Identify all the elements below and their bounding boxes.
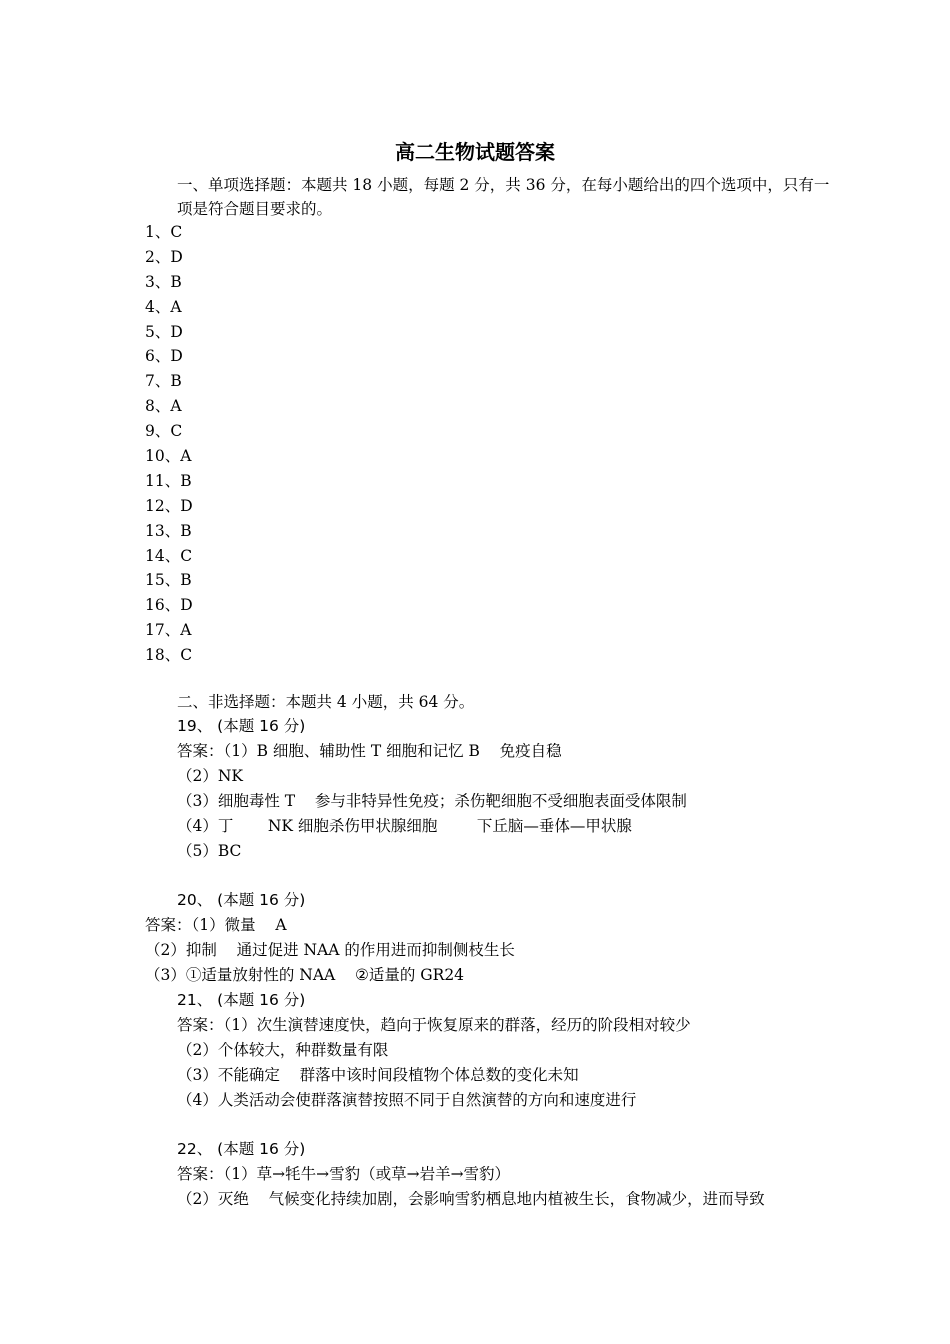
page-title: 高二生物试题答案 xyxy=(395,140,555,164)
list-item: 7、B xyxy=(145,372,182,391)
q21-line: 答案：（1）次生演替速度快，趋向于恢复原来的群落，经历的阶段相对较少 xyxy=(177,1016,691,1034)
q19-line: （3）细胞毒性 T 参与非特异性免疫；杀伤靶细胞不受细胞表面受体限制 xyxy=(177,792,687,810)
q21-line: （2）个体较大，种群数量有限 xyxy=(177,1041,389,1059)
answer-list xyxy=(145,220,193,668)
q22-line: 答案：（1）草→牦牛→雪豹（或草→岩羊→雪豹） xyxy=(177,1165,511,1183)
q19-line: （2）NK xyxy=(177,767,244,785)
section1-heading: 一、单项选择题：本题共 18 小题，每题 2 分，共 36 分，在每小题给出的四个选项中，只有一项是符合题目要求的。 xyxy=(177,176,830,218)
q19-label: 19、 (本题 16 分) xyxy=(177,717,306,735)
list-item: 3、B xyxy=(145,272,182,291)
q21-line: （3）不能确定 群落中该时间段植物个体总数的变化未知 xyxy=(177,1066,579,1084)
list-item: 4、A xyxy=(145,297,182,316)
list-item: 18、C xyxy=(145,646,193,665)
list-item: 10、A xyxy=(145,447,192,466)
q19-line: （5）BC xyxy=(177,842,242,860)
list-item: 9、C xyxy=(145,422,183,441)
q22-label: 22、 (本题 16 分) xyxy=(177,1140,306,1158)
list-item: 1、C xyxy=(145,223,183,241)
q20-label: 20、 (本题 16 分) xyxy=(177,891,306,909)
list-item: 6、D xyxy=(145,347,183,366)
q21-label: 21、 (本题 16 分) xyxy=(177,991,306,1009)
section2-heading: 二、非选择题：本题共 4 小题，共 64 分。 xyxy=(177,693,475,711)
q20-line: （3）①适量放射性的 NAA ②适量的 GR24 xyxy=(145,966,465,984)
list-item: 14、C xyxy=(145,546,193,565)
list-item: 15、B xyxy=(145,571,192,590)
list-item: 17、A xyxy=(145,621,192,640)
list-item: 12、D xyxy=(145,496,193,515)
list-item: 16、D xyxy=(145,596,193,615)
q20-line: （2）抑制 通过促进 NAA 的作用进而抑制侧枝生长 xyxy=(145,941,515,959)
q22-line: （2）灭绝 气候变化持续加剧，会影响雪豹栖息地内植被生长，食物减少，进而导致 xyxy=(177,1190,765,1208)
list-item: 13、B xyxy=(145,521,192,540)
q20-line: 答案：（1）微量 A xyxy=(145,916,287,934)
q21-line: （4）人类活动会使群落演替按照不同于自然演替的方向和速度进行 xyxy=(177,1091,637,1109)
list-item: 8、A xyxy=(145,397,182,416)
q19-line: （4）丁 NK 细胞杀伤甲状腺细胞 下丘脑—垂体—甲状腺 xyxy=(177,817,632,835)
list-item: 11、B xyxy=(145,471,192,490)
list-item: 2、D xyxy=(145,247,183,266)
q19-line: 答案：（1）B 细胞、辅助性 T 细胞和记忆 B 免疫自稳 xyxy=(177,742,562,760)
list-item: 5、D xyxy=(145,322,183,341)
